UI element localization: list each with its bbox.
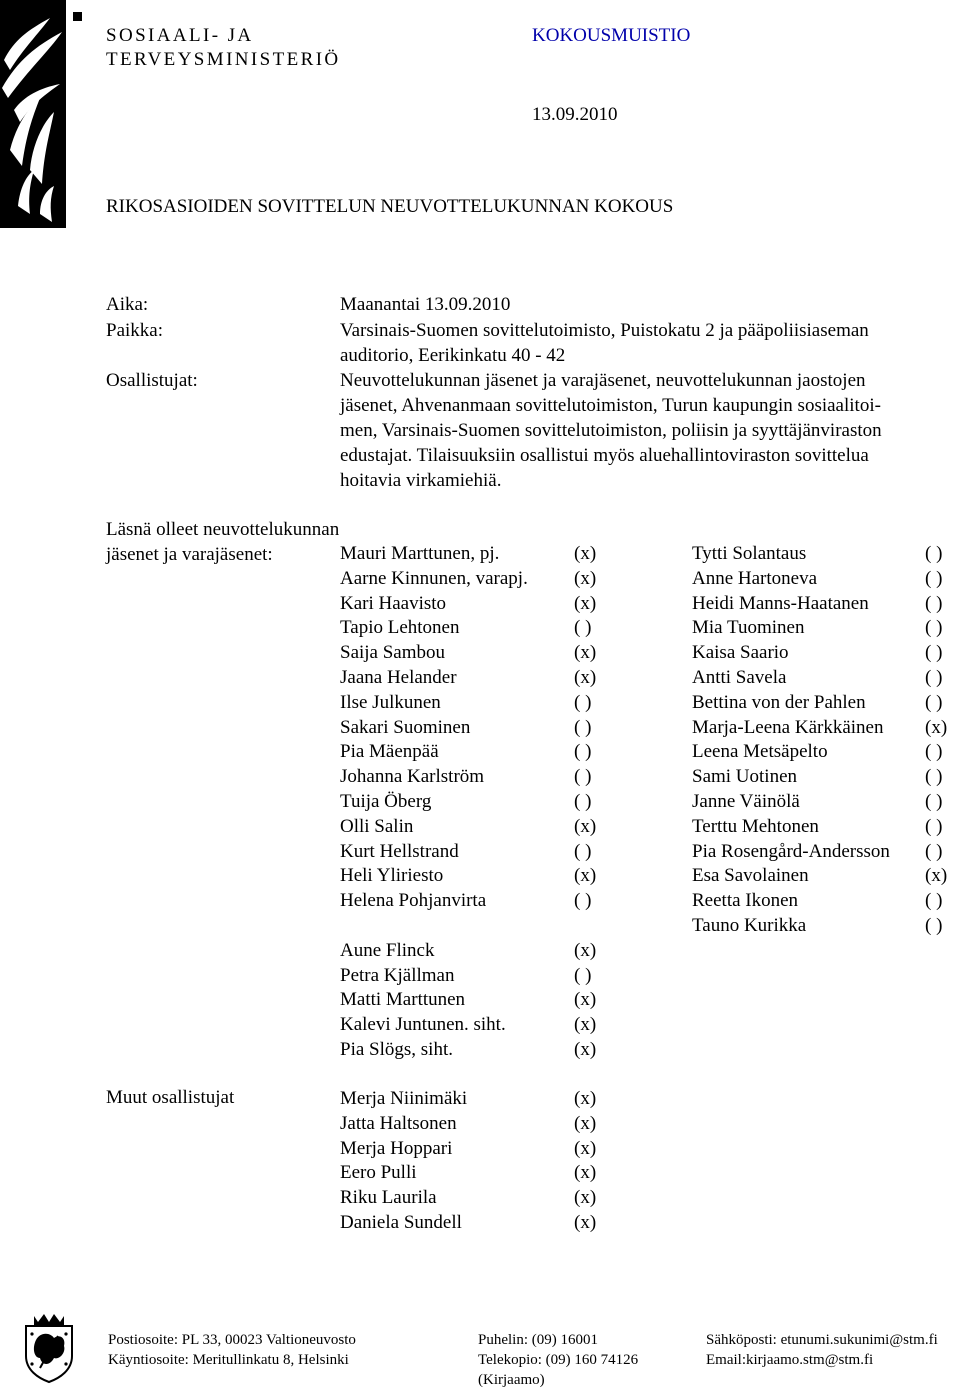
presence-mark: ( ) [925,666,943,688]
footer-emails [706,1330,938,1370]
presence-mark: (x) [574,1088,597,1109]
footer-email: Sähköposti: etunumi.sukunimi@stm.fi [706,1332,938,1348]
presence-mark: (x) [574,1038,597,1060]
attendance-left-names [340,542,528,1063]
logo-square-mark [73,12,82,21]
presence-mark: ( ) [574,964,592,986]
attendance-right-marks [925,542,947,939]
presence-mark: ( ) [925,815,943,837]
presence-mark: ( ) [574,617,592,639]
participants-value [340,368,960,493]
presence-mark: ( ) [925,766,943,788]
member-name: Esa Savolainen [692,865,809,887]
participants-line: hoitavia virkamiehiä. [340,470,502,491]
presence-mark: ( ) [574,766,592,788]
meeting-title: RIKOSASIOIDEN SOVITTELUN NEUVOTTELUKUNNAN KOKOUS [106,196,674,217]
footer-phone: Puhelin: (09) 16001 [478,1332,598,1348]
footer-fax: Telekopio: (09) 160 74126 [478,1352,639,1368]
member-name: Kurt Hellstrand [340,840,459,862]
presence-mark: ( ) [574,691,592,713]
presence-mark: ( ) [925,592,943,614]
participants-line: men, Varsinais-Suomen sovittelutoimiston, poliisin ja syyttäjänviraston [340,420,882,441]
presence-mark: ( ) [925,741,943,763]
participants-line: edustajat. Tilaisuuksiin osallistui myös aluehallintoviraston sovittelua [340,445,869,466]
member-name: Pia Rosengård-Andersson [692,840,890,862]
member-name: Anne Hartoneva [692,567,818,589]
presence-mark: (x) [574,1137,597,1159]
participant-name: Jatta Haltsonen [340,1112,457,1134]
others-names [340,1087,467,1236]
member-name: Bettina von der Pahlen [692,691,866,713]
attendance-header [106,517,339,567]
member-name: Aarne Kinnunen, varapj. [340,567,528,589]
document-type: KOKOUSMUISTIO [532,25,691,46]
footer-visiting-address: Käyntiosoite: Meritullinkatu 8, Helsinki [108,1352,349,1368]
member-name: Pia Mäenpää [340,741,439,763]
member-name: Tapio Lehtonen [340,617,460,639]
member-name: Saija Sambou [340,642,446,664]
attendance-header-line: jäsenet ja varajäsenet: [106,544,273,565]
presence-mark: ( ) [925,642,943,664]
member-name: Janne Väinölä [692,790,800,812]
participant-name: Riku Laurila [340,1187,437,1209]
presence-mark: ( ) [925,617,943,639]
presence-mark: ( ) [574,741,592,763]
presence-mark: (x) [574,1187,597,1209]
member-name: Petra Kjällman [340,964,455,986]
presence-mark: ( ) [925,543,943,564]
member-name: Sami Uotinen [692,766,798,788]
presence-mark: ( ) [925,790,943,812]
member-name: Kalevi Juntunen. siht. [340,1014,506,1036]
org-line-1: SOSIAALI- JA [106,25,254,46]
participants-line: Neuvottelukunnan jäsenet ja varajäsenet, neuvottelukunnan jaostojen [340,370,866,391]
presence-mark: (x) [574,815,597,837]
member-name: Jaana Helander [340,666,457,688]
member-name: Heidi Manns-Haatanen [692,592,869,614]
footer-fax-note: (Kirjaamo) [478,1372,545,1388]
participant-name: Daniela Sundell [340,1211,462,1233]
ministry-logo [0,0,66,228]
presence-mark: (x) [574,939,597,961]
member-name: Antti Savela [692,666,787,688]
presence-mark: ( ) [574,790,592,812]
presence-mark: ( ) [574,890,592,912]
time-label: Aika: [106,294,149,315]
member-name: Ilse Julkunen [340,691,441,713]
organization-name [106,24,341,72]
presence-mark: (x) [574,567,597,589]
place-value [340,318,960,368]
member-name: Tauno Kurikka [692,914,807,936]
footer-postal-address: Postiosoite: PL 33, 00023 Valtioneuvosto [108,1332,356,1348]
participant-name: Merja Niinimäki [340,1088,468,1109]
presence-mark: ( ) [574,716,592,738]
attendance-right-names [692,542,890,939]
presence-mark: (x) [574,543,597,564]
presence-mark: (x) [574,865,597,887]
member-name: Leena Metsäpelto [692,741,828,763]
document-date: 13.09.2010 [532,104,618,125]
member-name: Kaisa Saario [692,642,789,664]
presence-mark: (x) [925,865,948,887]
footer-addresses [108,1330,356,1370]
presence-mark: (x) [574,592,597,614]
presence-mark: (x) [574,1162,597,1184]
member-name: Aune Flinck [340,939,435,961]
presence-mark: (x) [574,1014,597,1036]
participant-name: Eero Pulli [340,1162,417,1184]
member-name: Johanna Karlström [340,766,485,788]
presence-mark [574,914,596,939]
member-name: Mauri Marttunen, pj. [340,543,500,564]
presence-mark: (x) [574,666,597,688]
coat-of-arms-icon [20,1312,78,1384]
participants-label: Osallistujat: [106,370,198,391]
presence-mark: (x) [574,989,597,1011]
org-line-2: TERVEYSMINISTERIÖ [106,49,341,70]
presence-mark: ( ) [925,840,943,862]
presence-mark: ( ) [574,840,592,862]
presence-mark: (x) [925,716,948,738]
presence-mark: (x) [574,1112,597,1134]
presence-mark: ( ) [925,691,943,713]
member-name: Reetta Ikonen [692,890,799,912]
member-name: Pia Slögs, siht. [340,1038,453,1060]
time-value: Maanantai 13.09.2010 [340,294,511,315]
presence-mark: ( ) [925,914,943,936]
place-line: Varsinais-Suomen sovittelutoimisto, Puistokatu 2 ja pääpoliisiaseman [340,320,869,341]
presence-mark: (x) [574,642,597,664]
member-name: Olli Salin [340,815,414,837]
others-marks [574,1087,596,1236]
others-label: Muut osallistujat [106,1087,235,1108]
participant-name: Merja Hoppari [340,1137,453,1159]
attendance-left-marks [574,542,596,1063]
presence-mark: ( ) [925,890,943,912]
footer-phones [478,1330,638,1390]
presence-mark: (x) [574,1211,597,1233]
member-name: Helena Pohjanvirta [340,890,487,912]
participants-line: jäsenet, Ahvenanmaan sovittelutoimiston, Turun kaupungin sosiaalitoi- [340,395,881,416]
member-name [340,914,528,939]
member-name: Tuija Öberg [340,790,432,812]
member-name: Matti Marttunen [340,989,466,1011]
attendance-header-line: Läsnä olleet neuvottelukunnan [106,519,340,540]
member-name: Heli Yliriesto [340,865,444,887]
place-line: auditorio, Eerikinkatu 40 - 42 [340,345,566,366]
place-label: Paikka: [106,320,163,341]
presence-mark: ( ) [925,567,943,589]
footer-email-registry: Email:kirjaamo.stm@stm.fi [706,1352,874,1368]
member-name: Sakari Suominen [340,716,471,738]
member-name: Tytti Solantaus [692,543,807,564]
member-name: Marja-Leena Kärkkäinen [692,716,884,738]
member-name: Kari Haavisto [340,592,447,614]
member-name: Terttu Mehtonen [692,815,819,837]
member-name: Mia Tuominen [692,617,805,639]
